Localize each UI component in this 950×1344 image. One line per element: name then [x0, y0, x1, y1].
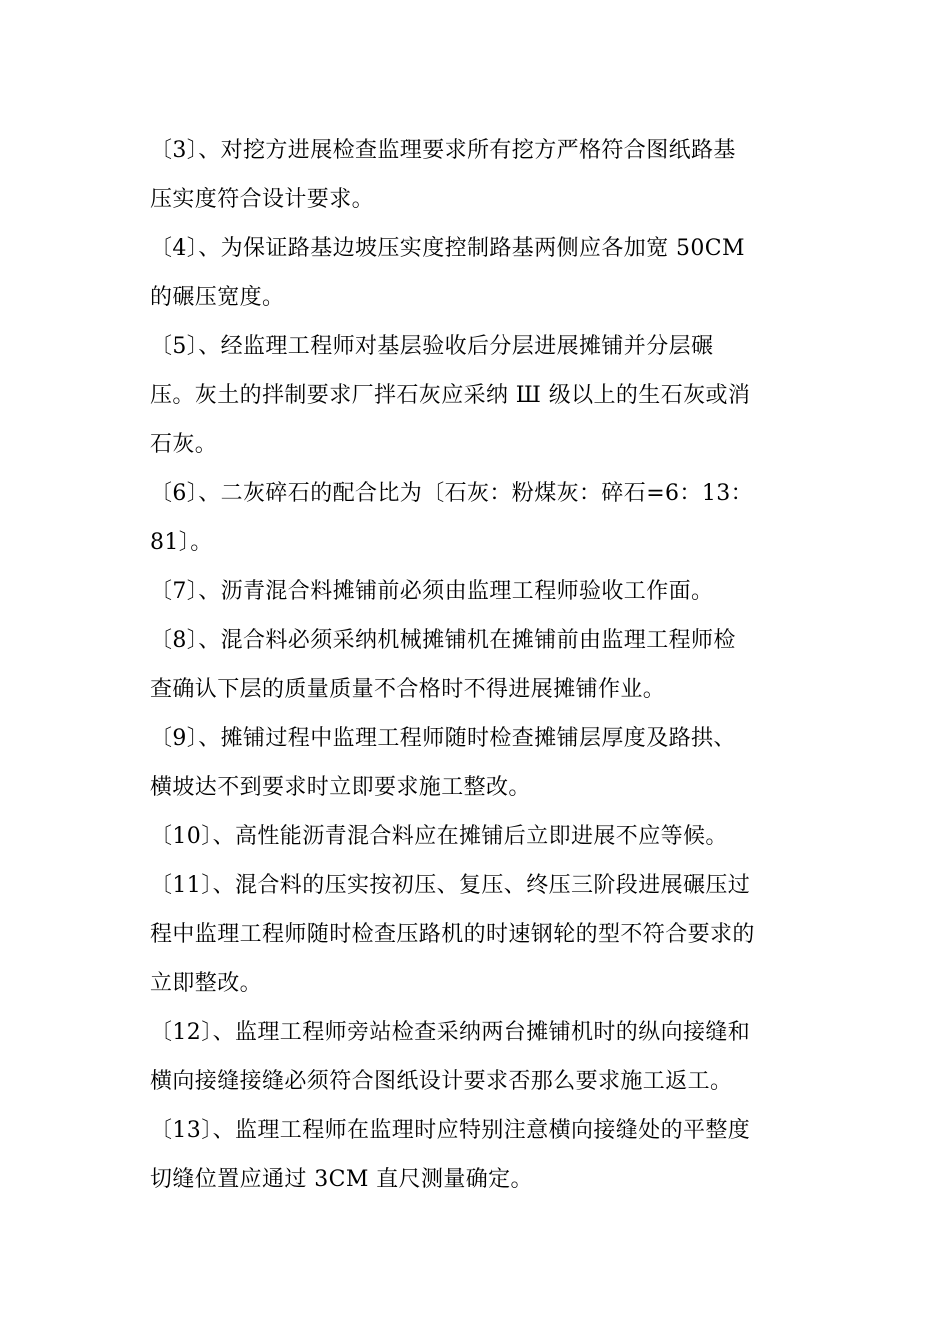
paragraph-item-3 — [150, 126, 810, 224]
paragraph-item-13 — [150, 1106, 810, 1204]
text-line: 〔8〕、混合料必须采纳机械摊铺机在摊铺前由监理工程师检 — [150, 628, 736, 653]
text-line: 石灰。 — [150, 432, 218, 457]
text-line: 〔12〕、监理工程师旁站检查采纳两台摊铺机时的纵向接缝和 — [150, 1020, 751, 1045]
text-line: 〔13〕、监理工程师在监理时应特别注意横向接缝处的平整度 — [150, 1118, 751, 1143]
paragraph-item-5 — [150, 322, 810, 469]
paragraph-item-4 — [150, 224, 810, 322]
paragraph-item-12 — [150, 1008, 810, 1106]
text-line: 〔6〕、二灰碎石的配合比为〔石灰：粉煤灰：碎石=6：13： — [150, 481, 754, 506]
text-line: 的碾压宽度。 — [150, 285, 285, 310]
paragraph-item-8 — [150, 616, 810, 714]
paragraph-item-6 — [150, 469, 810, 567]
text-line: 横向接缝接缝必须符合图纸设计要求否那么要求施工返工。 — [150, 1069, 733, 1094]
text-line: 〔9〕、摊铺过程中监理工程师随时检查摊铺层厚度及路拱、 — [150, 726, 736, 751]
paragraph-item-11 — [150, 861, 810, 1008]
text-line: 81〕。 — [150, 530, 213, 555]
text-line: 〔10〕、高性能沥青混合料应在摊铺后立即进展不应等候。 — [150, 824, 728, 849]
paragraph-item-9 — [150, 714, 810, 812]
text-line: 〔3〕、对挖方进展检查监理要求所有挖方严格符合图纸路基 — [150, 138, 736, 163]
paragraph-item-10 — [150, 812, 810, 861]
document-body — [150, 126, 810, 1204]
text-line: 〔11〕、混合料的压实按初压、复压、终压三阶段进展碾压过 — [150, 873, 751, 898]
text-line: 压。灰土的拌制要求厂拌石灰应采纳 Ш 级以上的生石灰或消 — [150, 383, 751, 408]
text-line: 程中监理工程师随时检查压路机的时速钢轮的型不符合要求的 — [150, 922, 755, 947]
text-line: 〔4〕、为保证路基边坡压实度控制路基两侧应各加宽 50CM — [150, 236, 745, 261]
text-line: 〔7〕、沥青混合料摊铺前必须由监理工程师验收工作面。 — [150, 579, 714, 604]
text-line: 横坡达不到要求时立即要求施工整改。 — [150, 775, 531, 800]
text-line: 查确认下层的质量质量不合格时不得进展摊铺作业。 — [150, 677, 666, 702]
text-line: 〔5〕、经监理工程师对基层验收后分层进展摊铺并分层碾 — [150, 334, 714, 359]
text-line: 切缝位置应通过 3CM 直尺测量确定。 — [150, 1167, 533, 1192]
paragraph-item-7 — [150, 567, 810, 616]
text-line: 立即整改。 — [150, 971, 263, 996]
text-line: 压实度符合设计要求。 — [150, 187, 375, 212]
